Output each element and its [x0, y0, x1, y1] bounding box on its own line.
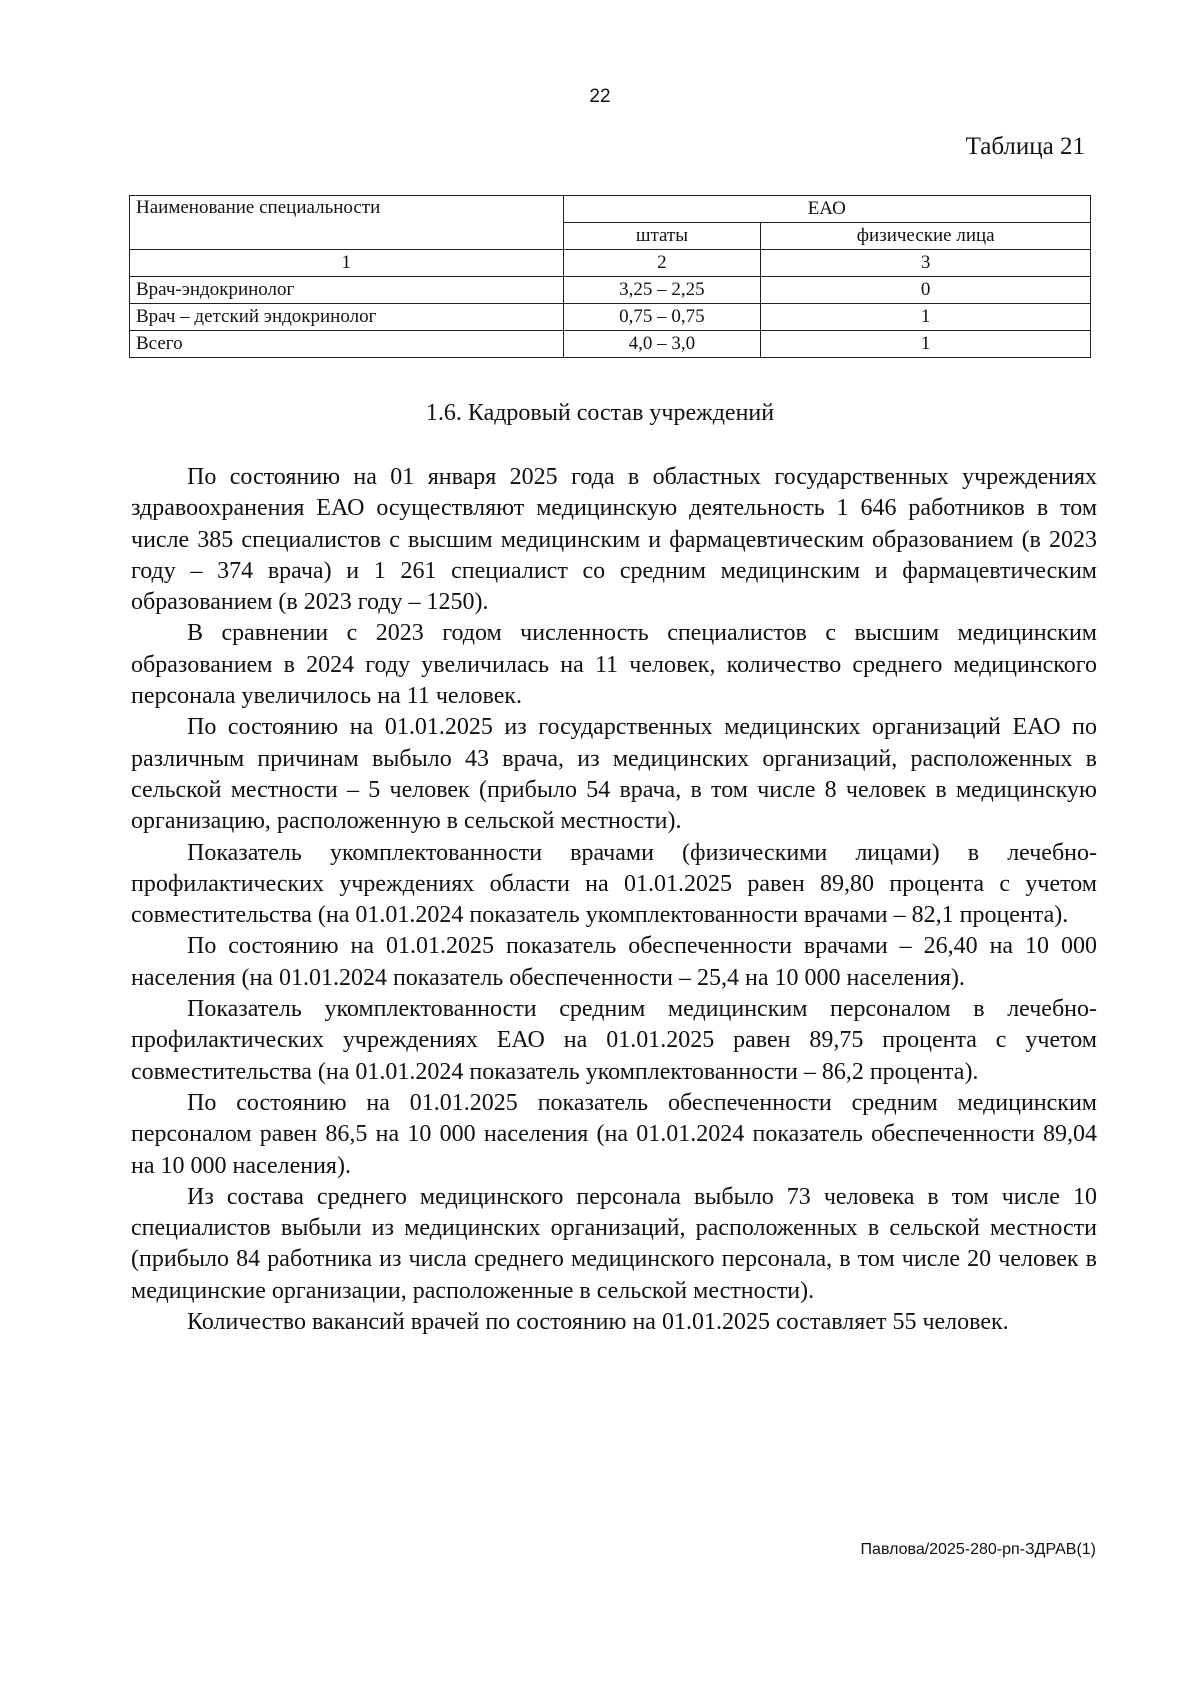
- row-persons: 0: [761, 277, 1091, 304]
- paragraph: По состоянию на 01.01.2025 показатель обеспеченности средним медицинским персоналом равен 86,5 на 10 000 населения (на 01.01.2024 показатель обеспеченности 89,04 на 10 000 населения).: [131, 1089, 1097, 1179]
- paragraph: Показатель укомплектованности врачами (физическими лицами) в лечебно-профилактических учреждениях области на 01.01.2025 равен 89,80 процента с учетом совместительства (на 01.01.2024 показатель укомплектованности врачами – 82,1 процента).: [131, 839, 1097, 929]
- paragraph: В сравнении с 2023 годом численность специалистов с высшим медицинским образованием в 2024 году увеличилась на 11 человек, количество среднего медицинского персонала увеличилось на 11 человек.: [131, 620, 1097, 710]
- header-staff: штаты: [563, 223, 761, 250]
- paragraph: По состоянию на 01.01.2025 из государственных медицинских организаций ЕАО по различным причинам выбыло 43 врача, из медицинских организаций, расположенных в сельской местности – 5 человек (прибыло 54 врача, в том числе 8 человек в медицинскую организацию, расположенную в сельской местности).: [131, 714, 1097, 835]
- row-specialty: Всего: [130, 331, 564, 358]
- row-persons: 1: [761, 331, 1091, 358]
- staffing-table: [129, 195, 1091, 358]
- table-row: [130, 277, 1091, 304]
- paragraph: По состоянию на 01.01.2025 показатель обеспеченности врачами – 26,40 на 10 000 населения (на 01.01.2024 показатель обеспеченности – 25,4 на 10 000 населения).: [131, 933, 1097, 991]
- row-staff: 0,75 – 0,75: [563, 304, 761, 331]
- body-text: [131, 462, 1097, 1338]
- row-specialty: Врач-эндокринолог: [130, 277, 564, 304]
- paragraph: По состоянию на 01 января 2025 года в областных государственных учреждениях здравоохранения ЕАО осуществляют медицинскую деятельность 1 646 работников в том числе 385 специалистов с высшим медицинским и фармацевтическим образованием (в 2023 году – 374 врача) и 1 261 специалист со средним медицинским и фармацевтическим образованием (в 2023 году – 1250).: [131, 464, 1097, 616]
- table-row-total: [130, 331, 1091, 358]
- table-header-row: [130, 196, 1091, 223]
- section-heading: 1.6. Кадровый состав учреждений: [425, 400, 775, 426]
- row-persons: 1: [761, 304, 1091, 331]
- row-staff: 3,25 – 2,25: [563, 277, 761, 304]
- table-numbering-row: [130, 250, 1091, 277]
- column-number: 1: [130, 250, 564, 277]
- column-number: 2: [563, 250, 761, 277]
- header-persons: физические лица: [761, 223, 1091, 250]
- paragraph: Количество вакансий врачей по состоянию на 01.01.2025 составляет 55 человек.: [187, 1309, 1009, 1336]
- paragraph: Из состава среднего медицинского персонала выбыло 73 человека в том числе 10 специалистов выбыли из медицинских организаций, расположенных в сельской местности (прибыло 84 работника из числа среднего медицинского персонала, в том числе 20 человек в медицинские организации, расположенные в сельской местности).: [131, 1183, 1097, 1304]
- table-row: [130, 304, 1091, 331]
- paragraph: Показатель укомплектованности средним медицинским персоналом в лечебно-профилактических учреждениях ЕАО на 01.01.2025 равен 89,75 процента с учетом совместительства (на 01.01.2024 показатель укомплектованности – 86,2 процента).: [131, 996, 1097, 1085]
- document-reference: Павлова/2025-280-рп-ЗДРАВ(1): [860, 1541, 1096, 1558]
- table-caption: Таблица 21: [965, 133, 1085, 160]
- page-number: 22: [589, 86, 611, 107]
- row-specialty: Врач – детский эндокринолог: [130, 304, 564, 331]
- column-number: 3: [761, 250, 1091, 277]
- row-staff: 4,0 – 3,0: [563, 331, 761, 358]
- header-specialty-name: Наименование специальности: [130, 196, 564, 250]
- header-region: ЕАО: [563, 196, 1090, 223]
